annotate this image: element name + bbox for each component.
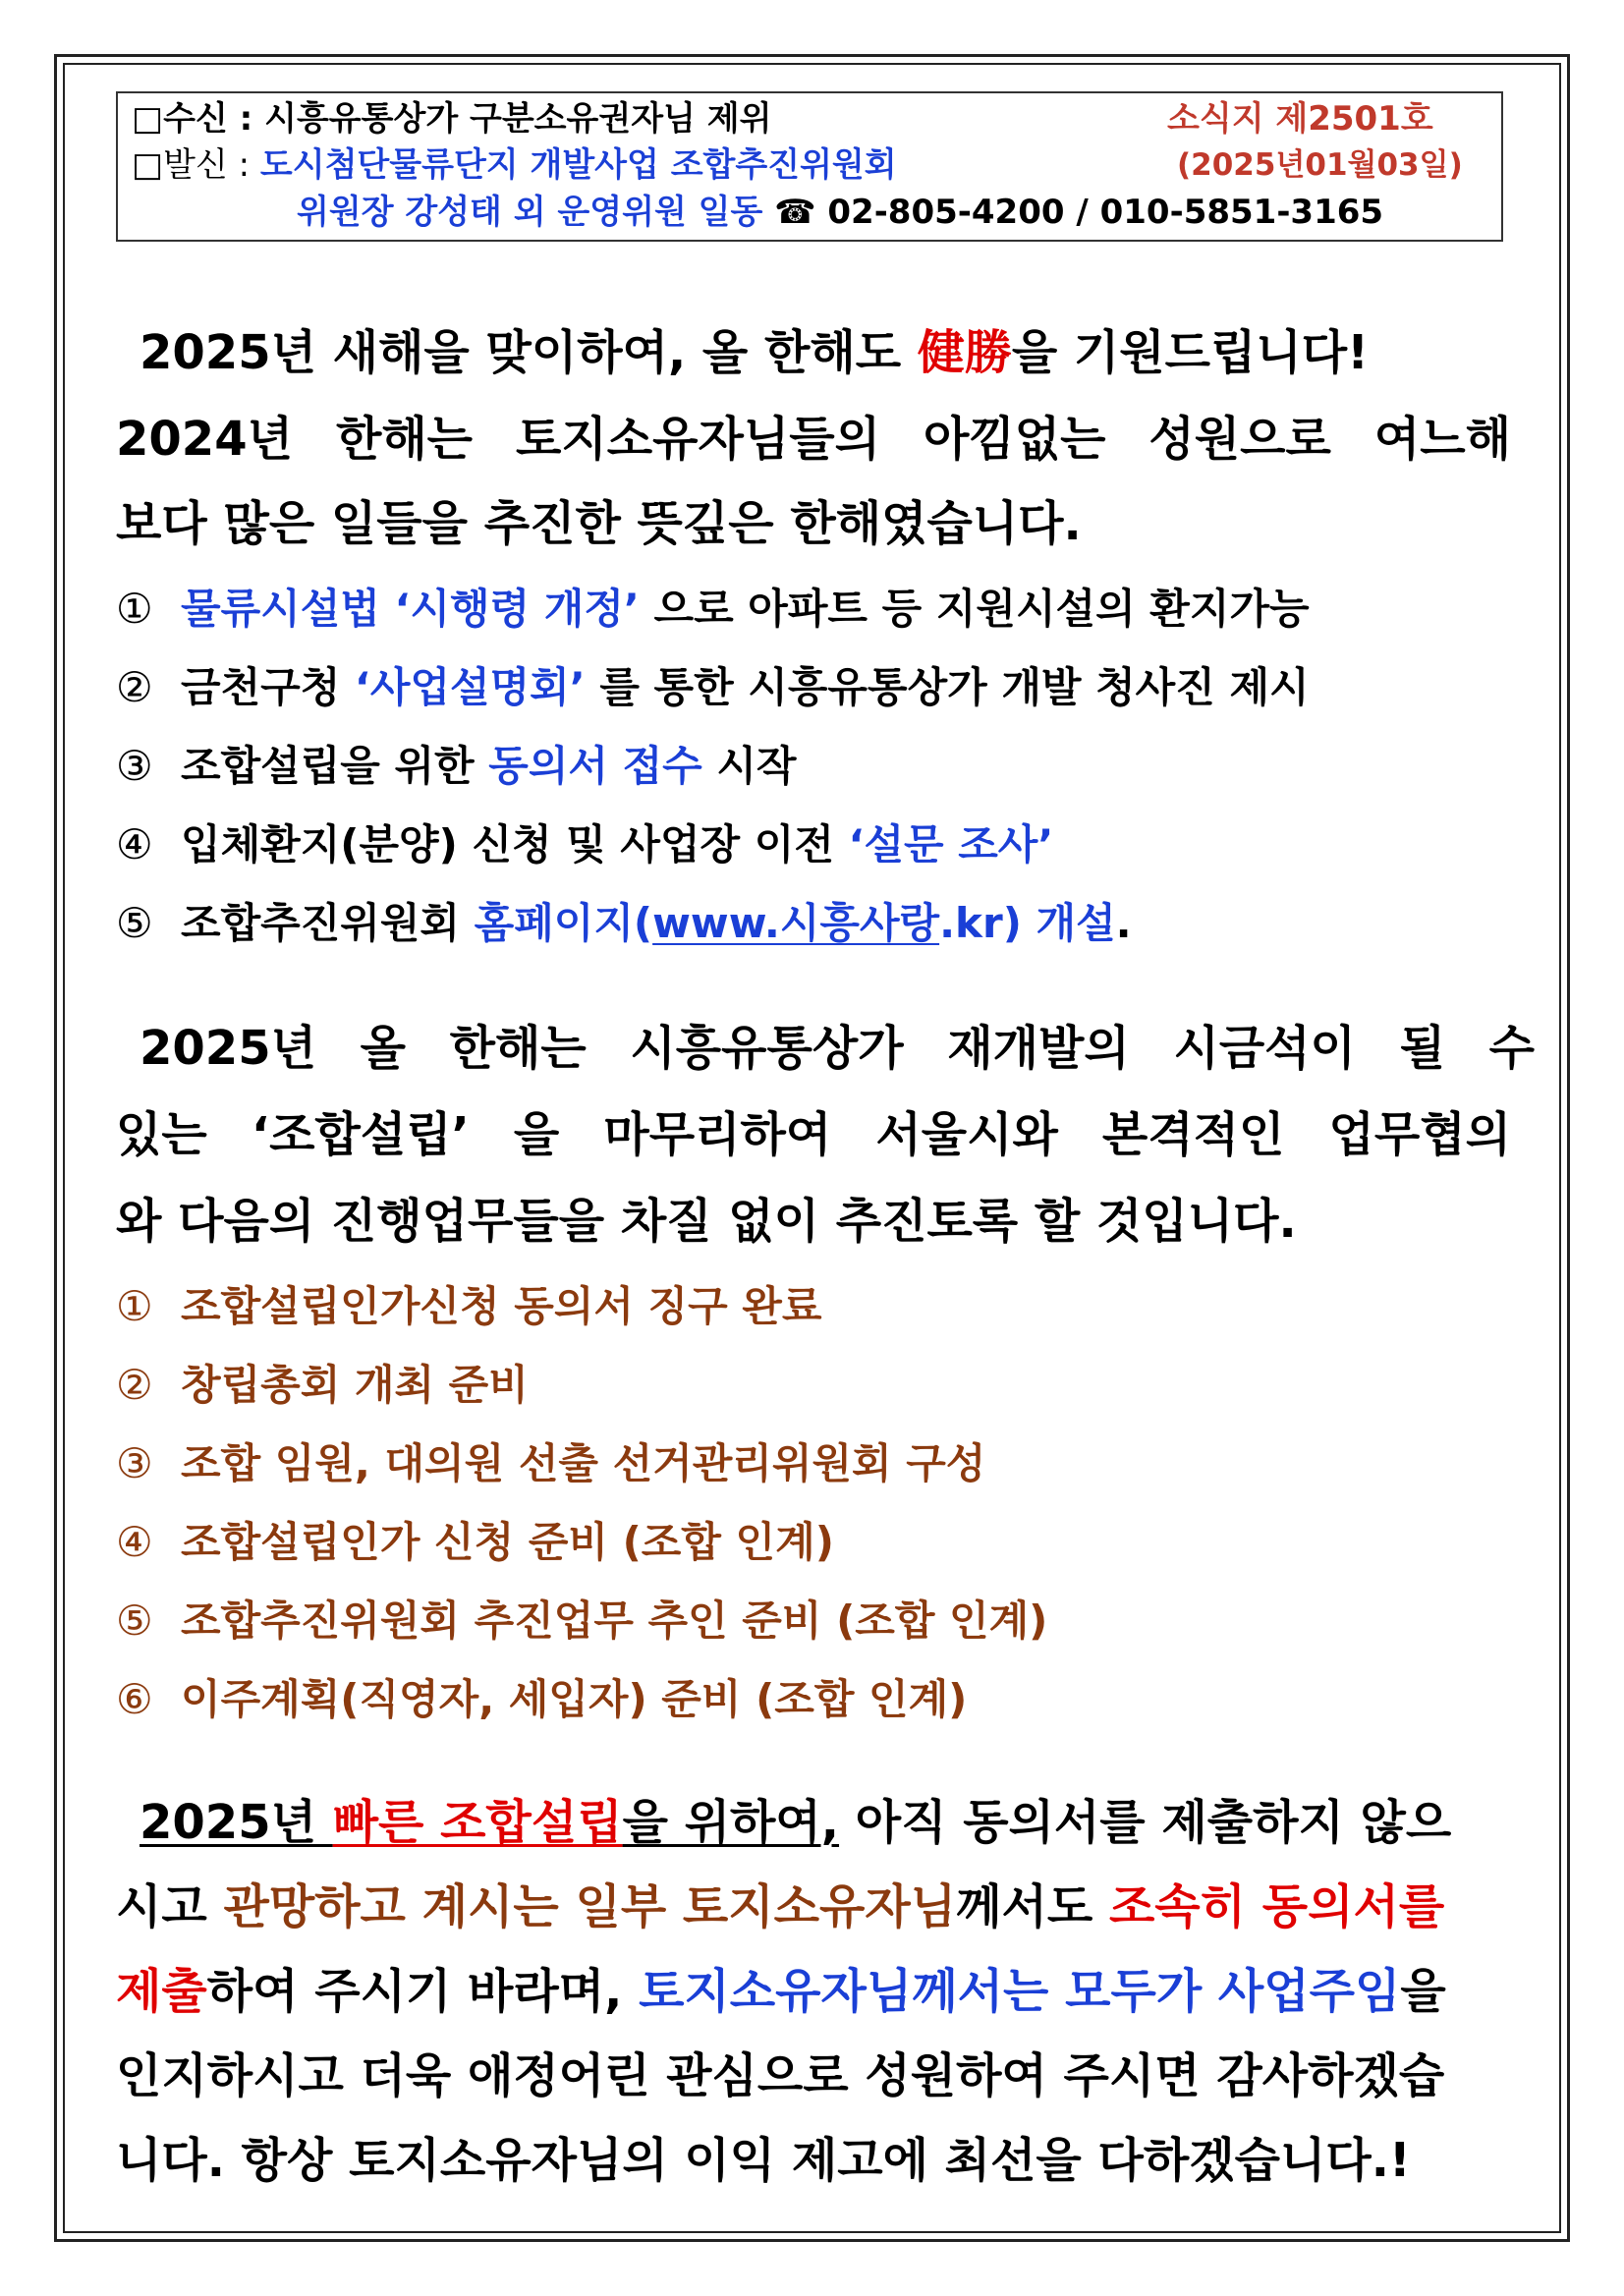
closing-watching-owners: 관망하고 계시는 일부 토지소유자님 xyxy=(223,1879,957,1934)
item-part-b: 홈페이지( xyxy=(474,899,653,947)
item-number: ① xyxy=(116,585,153,633)
task-number: ② xyxy=(116,1361,153,1409)
phone-text: 02-805-4200 / 010-5851-3165 xyxy=(827,193,1384,232)
task-item xyxy=(116,1277,821,1336)
plan-line-2: 있는 ‘조합설립’ 을 마무리하여 서울시와 본격적인 업무협의 xyxy=(116,1107,1511,1162)
intro-line-2: 2024년 한해는 토지소유자님들의 아낌없는 성원으로 여느해 xyxy=(116,412,1511,467)
item-part-b: ‘시행령 개정’ xyxy=(379,585,640,633)
item-part-c: 으로 아파트 등 지원시설의 환지가능 xyxy=(639,585,1310,633)
closing-line-1 xyxy=(140,1780,1535,1865)
item-part-a: 조합추진위원회 xyxy=(181,899,475,947)
recipient-label: □수신 : xyxy=(132,99,265,139)
intro-health-word: 健勝 xyxy=(917,325,1012,380)
task-number: ④ xyxy=(116,1518,153,1566)
task-text: 창립총회 개최 준비 xyxy=(181,1361,529,1409)
item-number: ④ xyxy=(116,820,153,868)
intro-line-3: 보다 많은 일들을 추진한 뜻깊은 한해였습니다. xyxy=(116,496,1082,551)
item-part-b: 동의서 접수 xyxy=(488,742,702,790)
task-text: 조합설립인가 신청 준비 (조합 인계) xyxy=(181,1518,834,1566)
task-number: ① xyxy=(116,1282,153,1330)
closing-line-3-mid: 하여 주시기 바라며, xyxy=(206,1964,640,2019)
closing-line-3 xyxy=(116,1949,1511,2034)
issue-number: 소식지 제2501호 xyxy=(1167,99,1433,139)
closing-line-5: 니다. 항상 토지소유자님의 이익 제고에 최선을 다하겠습니다.! xyxy=(116,2133,1411,2188)
item-part-c: 시작 xyxy=(701,742,797,790)
closing-line-3-end: 을 xyxy=(1400,1964,1446,2019)
item-number: ⑤ xyxy=(116,899,153,947)
intro-line-1-end: 을 기원드립니다! xyxy=(1011,325,1370,380)
header-box xyxy=(116,91,1503,242)
achievement-item xyxy=(116,737,797,796)
closing-year: 2025년 xyxy=(140,1795,333,1850)
sender-line xyxy=(132,145,897,185)
closing-for: 을 위하여, xyxy=(622,1795,840,1850)
task-item xyxy=(116,1592,1047,1651)
committee-text: 위원장 강성태 외 운영위원 일동 xyxy=(297,193,763,232)
item-part-c: 를 통한 시흥유통상가 개발 청사진 제시 xyxy=(585,663,1310,711)
item-part-d: .kr) 개설 xyxy=(939,899,1116,947)
sender-label: □발신 : xyxy=(132,145,260,185)
committee-line xyxy=(297,193,1383,232)
task-number: ③ xyxy=(116,1439,153,1487)
task-item xyxy=(116,1434,985,1493)
item-part-a: 조합설립을 위한 xyxy=(181,742,489,790)
item-part-a: 물류시설법 xyxy=(181,585,380,633)
item-number: ② xyxy=(116,663,153,711)
achievement-item xyxy=(116,658,1310,717)
achievement-item xyxy=(116,894,1132,953)
recipient-text: 시흥유통상가 구분소유권자님 제위 xyxy=(264,99,772,139)
task-number: ⑤ xyxy=(116,1596,153,1645)
item-part-b: ‘사업설명회’ xyxy=(354,663,586,711)
homepage-link[interactable]: www.시흥사랑 xyxy=(652,899,940,947)
closing-submit: 제출 xyxy=(116,1964,207,2019)
issue-date: (2025년01월03일) xyxy=(1177,147,1463,183)
intro-line-1-text: 2025년 새해을 맞이하여, 올 한해도 xyxy=(140,325,918,380)
closing-line-1-end: 아직 동의서를 제출하지 않으 xyxy=(839,1795,1452,1850)
plan-line-1: 2025년 올 한해는 시흥유통상가 재개발의 시금석이 될 수 xyxy=(140,1021,1535,1076)
sender-text: 도시첨단물류단지 개발사업 조합추진위원회 xyxy=(259,145,897,185)
closing-line-2-mid: 께서도 xyxy=(956,1879,1109,1934)
phone-icon: ☎ xyxy=(774,193,816,232)
closing-submit-quickly: 조속히 동의서를 xyxy=(1108,1879,1445,1934)
achievement-item xyxy=(116,580,1310,639)
item-part-a: 금천구청 xyxy=(181,663,355,711)
closing-fast-union: 빠른 조합설립 xyxy=(332,1795,623,1850)
closing-line-4: 인지하시고 더욱 애정어린 관심으로 성원하여 주시면 감사하겠습 xyxy=(116,2048,1445,2103)
intro-line-1 xyxy=(140,310,1535,395)
closing-owners-are-leads: 토지소유자님께서는 모두가 사업주임 xyxy=(639,1964,1401,2019)
task-item xyxy=(116,1513,834,1572)
item-part-e: . xyxy=(1115,899,1132,947)
item-number: ③ xyxy=(116,742,153,790)
task-number: ⑥ xyxy=(116,1675,153,1723)
item-part-b: ‘설문 조사’ xyxy=(848,820,1054,868)
plan-line-3: 와 다음의 진행업무들을 차질 없이 추진토록 할 것입니다. xyxy=(116,1194,1297,1249)
closing-line-2-start: 시고 xyxy=(116,1879,224,1934)
achievement-item xyxy=(116,815,1053,874)
task-text: 조합설립인가신청 동의서 징구 완료 xyxy=(181,1282,822,1330)
recipient-line xyxy=(132,99,771,139)
task-text: 조합추진위원회 추진업무 추인 준비 (조합 인계) xyxy=(181,1596,1048,1645)
task-text: 조합 임원, 대의원 선출 선거관리위원회 구성 xyxy=(181,1439,986,1487)
closing-line-2 xyxy=(116,1865,1511,1949)
task-item xyxy=(116,1356,529,1415)
task-text: 이주계획(직영자, 세입자) 준비 (조합 인계) xyxy=(181,1675,968,1723)
task-item xyxy=(116,1670,967,1729)
item-part-a: 입체환지(분양) 신청 및 사업장 이전 xyxy=(181,820,849,868)
